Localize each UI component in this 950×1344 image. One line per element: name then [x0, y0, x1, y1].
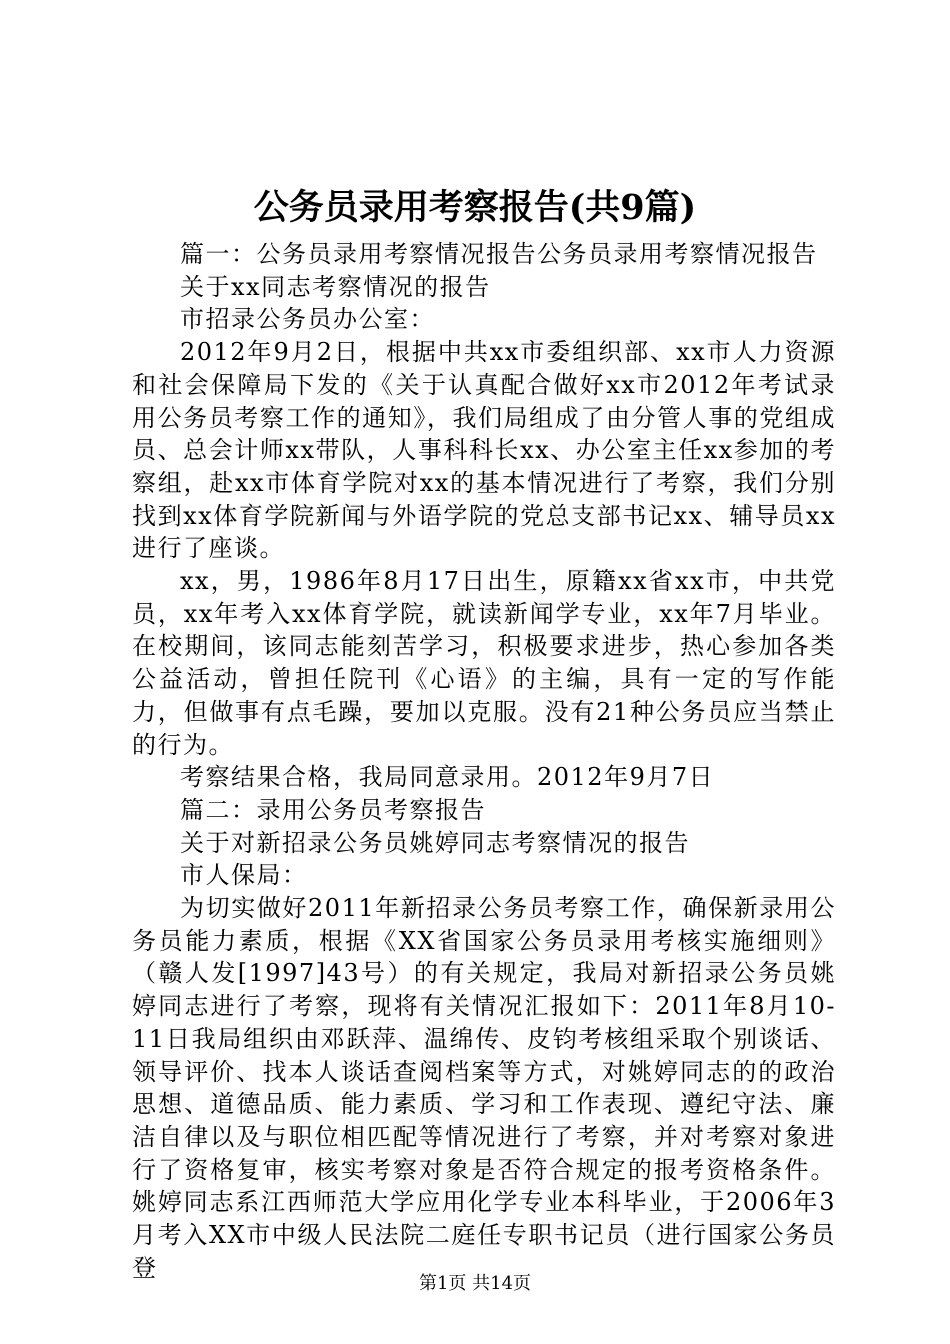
page-number-footer: 第1页 共14页: [418, 1273, 532, 1294]
paragraph-addressee-two: 市人保局：: [180, 861, 308, 890]
paragraph-section-two-heading: 篇二：录用公务员考察报告: [180, 795, 486, 824]
paragraph-investigation-details: 为切实做好2011年新招录公务员考察工作，确保新录用公务员能力素质，根据《XX省国家公务员录用考核实施细则》（赣人发[1997]43号）的有关规定，我局对新招录公务员姚婷同志进行了考察，现将有关情况汇报如下：2011年8月10-11日我局组织由邓跃萍、温绵传、皮钧考核组采取个别谈话、领导评价、找本人谈话查阅档案等方式，对姚婷同志的的政治思想、道德品质、能力素质、学习和工作表现、遵纪守法、廉洁自律以及与职位相匹配等情况进行了考察，并对考察对象进行了资格复审，核实考察对象是否符合规定的报考资格条件。姚婷同志系江西师范大学应用化学专业本科毕业，于2006年3月考入XX市中级人民法院二庭任专职书记员（进行国家公务员登: [132, 894, 836, 1282]
paragraph-candidate-profile: xx，男，1986年8月17日出生，原籍xx省xx市，中共党员，xx年考入xx体育学院，就读新闻学专业，xx年7月毕业。在校期间，该同志能刻苦学习，积极要求进步，热心参加各类公益活动，曾担任院刊《心语》的主编，具有一定的写作能力，但做事有点毛躁，要加以克服。没有21种公务员应当禁止的行为。: [132, 567, 836, 759]
document-body: [132, 238, 836, 1285]
document-title: 公务员录用考察报告(共9篇): [253, 187, 697, 228]
paragraph-section-one-heading: 篇一：公务员录用考察情况报告公务员录用考察情况报告: [180, 240, 818, 268]
paragraph-addressee-one: 市招录公务员办公室：: [180, 305, 435, 334]
paragraph-report-title-one: 关于xx同志考察情况的报告: [180, 272, 491, 301]
paragraph-conclusion-one: 考察结果合格，我局同意录用。2012年9月7日: [180, 763, 715, 792]
paragraph-report-title-two: 关于对新招录公务员姚婷同志考察情况的报告: [180, 828, 690, 857]
paragraph-background: 2012年9月2日，根据中共xx市委组织部、xx市人力资源和社会保障局下发的《关于认真配合做好xx市2012年考试录用公务员考察工作的通知》，我们局组成了由分管人事的党组成员、总会计师xx带队，人事科科长xx、办公室主任xx参加的考察组，赴xx市体育学院对xx的基本情况进行了考察，我们分别找到xx体育学院新闻与外语学院的党总支部书记xx、辅导员xx进行了座谈。: [132, 338, 836, 563]
